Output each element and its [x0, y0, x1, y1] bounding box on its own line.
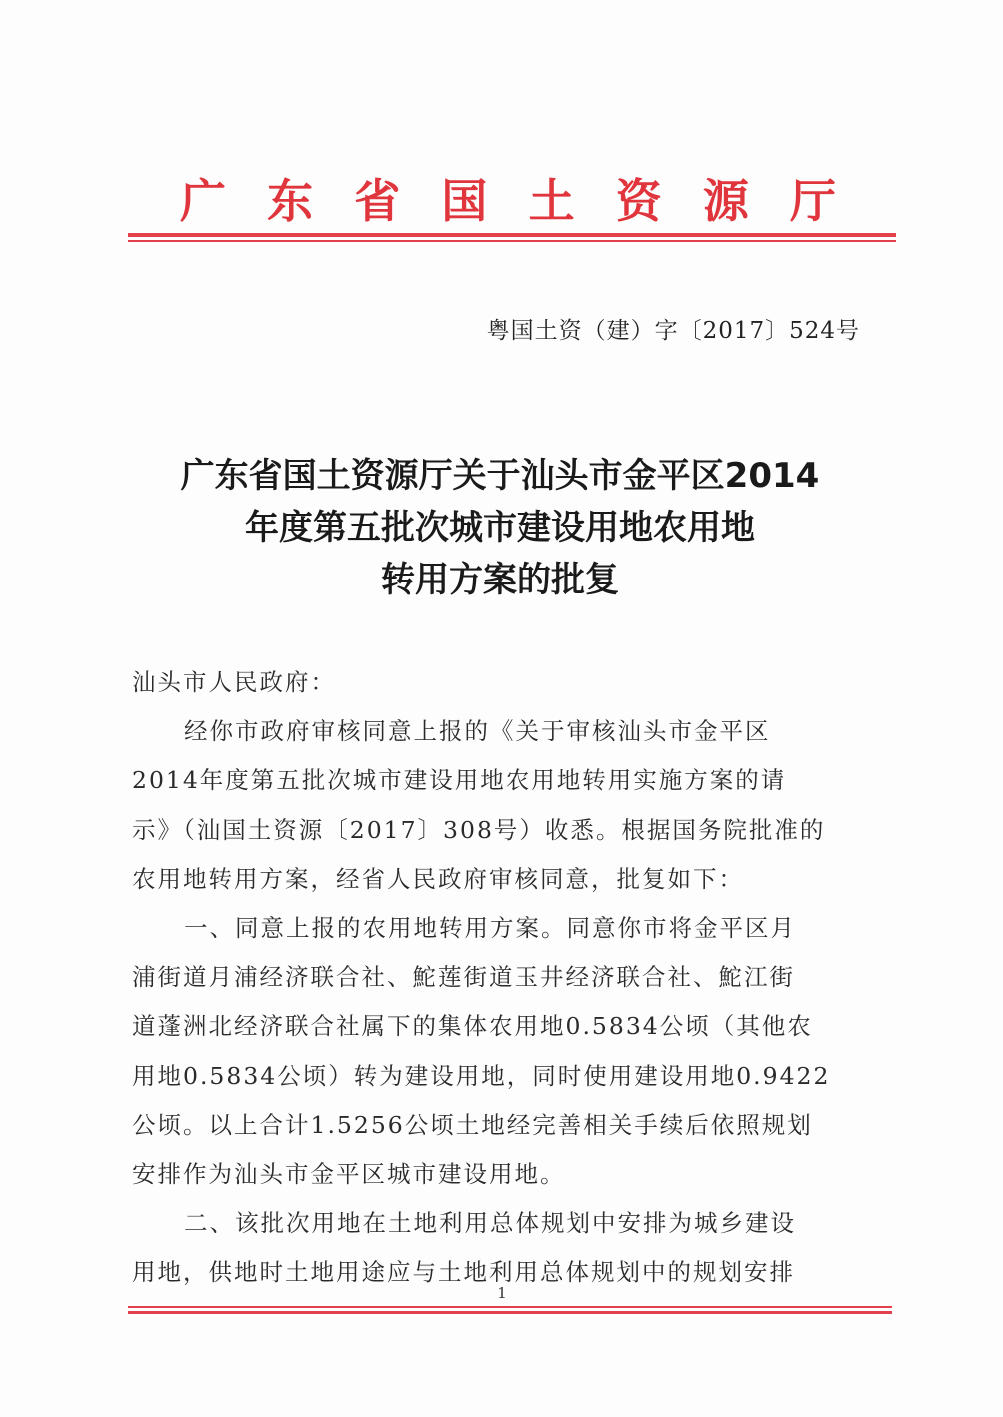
page-number: 1: [497, 1284, 507, 1302]
agency-header: [128, 166, 868, 230]
body-line: 经你市政府审核同意上报的《关于审核汕头市金平区: [184, 717, 771, 746]
footer-red-rule-thin: [128, 1306, 892, 1308]
body-line: 一、同意上报的农用地转用方案。同意你市将金平区月: [184, 913, 796, 942]
body-line: 农用地转用方案，经省人民政府审核同意，批复如下：: [132, 864, 744, 893]
body-line: 示》（汕国土资源〔2017〕308号）收悉。根据国务院批准的: [132, 815, 826, 844]
header-red-rule-thin: [128, 240, 896, 242]
agency-char: 土: [528, 174, 575, 228]
title-line: 转用方案的批复: [381, 560, 619, 600]
footer-red-rule: [128, 1311, 892, 1314]
header-red-rule: [128, 233, 896, 237]
title-line: 年度第五批次城市建设用地农用地: [245, 508, 755, 548]
salutation: 汕头市人民政府：: [132, 668, 336, 696]
agency-char: 资: [615, 174, 662, 228]
body-line: 用地0.5834公顷）转为建设用地，同时使用建设用地0.9422: [132, 1061, 831, 1090]
agency-char: 源: [702, 174, 749, 228]
agency-char: 厅: [789, 174, 836, 228]
title-line: 广东省国土资源厅关于汕头市金平区2014: [180, 456, 820, 496]
body-line: 道蓬洲北经济联合社属下的集体农用地0.5834公顷（其他农: [132, 1012, 813, 1041]
body-line: 浦街道月浦经济联合社、鮀莲街道玉井经济联合社、鮀江街: [132, 963, 795, 992]
agency-char: 东: [267, 174, 314, 228]
body-line: 2014年度第五批次城市建设用地农用地转用实施方案的请: [132, 766, 787, 795]
document-body: [132, 658, 872, 1297]
document-title: [110, 450, 890, 606]
body-line: 公顷。以上合计1.5256公顷土地经完善相关手续后依照规划: [132, 1110, 813, 1139]
body-line: 安排作为汕头市金平区城市建设用地。: [132, 1159, 566, 1188]
body-line: 二、该批次用地在土地利用总体规划中安排为城乡建设: [184, 1209, 796, 1238]
body-line: 用地，供地时土地用途应与土地利用总体规划中的规划安排: [132, 1258, 795, 1287]
agency-char: 省: [354, 174, 401, 228]
document-number: 粤国土资（建）字〔2017〕524号: [486, 318, 860, 344]
agency-char: 广: [180, 174, 226, 228]
agency-char: 国: [441, 174, 488, 228]
